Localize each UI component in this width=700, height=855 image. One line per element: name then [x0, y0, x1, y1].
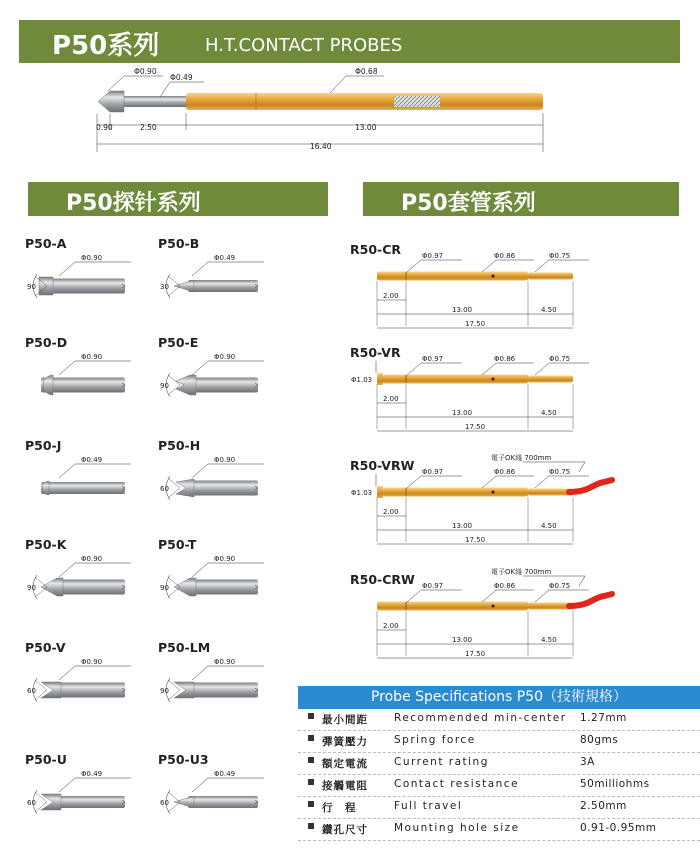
dim-plunger-length: 2.50 — [140, 123, 157, 132]
tip-shaft — [188, 580, 258, 595]
socket-label: R50-CRW — [350, 572, 415, 587]
spec-value: 3A — [580, 756, 595, 768]
socket-d1: Φ0.97 — [422, 468, 444, 476]
tip-shaft — [41, 279, 125, 294]
socket-dim-total: 17.50 — [465, 650, 486, 658]
spec-row — [298, 709, 700, 731]
tip-p50-v — [27, 658, 131, 702]
bullet-icon — [308, 713, 314, 719]
spec-value: 1.27mm — [580, 712, 627, 724]
bullet-icon — [308, 823, 314, 829]
spec-row — [298, 731, 700, 753]
tip-shaft — [188, 280, 258, 292]
socket-series-title: P50套管系列 — [401, 191, 536, 216]
spec-label-zh: 接觸電阻 — [322, 780, 368, 792]
socket-flange — [377, 373, 383, 385]
probe-series-title: P50探针系列 — [66, 191, 201, 216]
tip-diameter: Φ0.90 — [81, 555, 103, 563]
tip-head — [41, 794, 61, 810]
tip-diameter: Φ0.90 — [214, 456, 236, 464]
tip-shaft — [55, 683, 125, 698]
spec-label-en: Contact resistance — [394, 778, 520, 790]
wire — [569, 480, 612, 492]
wire-note: 電子OK綫 700mm — [491, 568, 552, 576]
spec-value: 2.50mm — [580, 800, 627, 812]
socket-dim-total: 17.50 — [465, 320, 486, 328]
dim-plunger-diameter: Φ0.49 — [170, 73, 193, 82]
tip-shaft — [188, 481, 258, 496]
probe-plunger — [124, 96, 186, 107]
tip-p50-u3 — [160, 770, 264, 814]
tip-shaft — [41, 378, 125, 393]
tip-angle: 60 — [160, 485, 169, 493]
tip-p50-h — [160, 456, 264, 500]
tip-p50-j — [41, 456, 131, 495]
tip-angle: 90 — [27, 584, 36, 592]
tip-diameter: Φ0.49 — [81, 770, 103, 778]
tip-angle: 90 — [160, 584, 169, 592]
spec-label-zh: 最小間距 — [322, 714, 368, 726]
dim-barrel-length: 13.00 — [355, 123, 377, 132]
dim-tip-diameter: Φ0.90 — [134, 67, 157, 76]
tip-head — [41, 682, 61, 698]
socket-dim-a: 2.00 — [383, 508, 399, 516]
tip-label: P50-K — [25, 537, 67, 552]
socket-label: R50-CR — [350, 242, 402, 257]
spec-label-zh: 額定電流 — [322, 758, 368, 770]
tip-angle: 60 — [160, 799, 169, 807]
tip-shaft — [188, 683, 258, 698]
socket-tail — [528, 273, 573, 280]
socket-d2: Φ0.86 — [494, 252, 516, 260]
tip-diameter: Φ0.49 — [81, 456, 103, 464]
spec-row — [298, 819, 700, 841]
tip-label: P50-T — [158, 537, 197, 552]
tip-angle: 60 — [27, 687, 36, 695]
socket-crimp-dot — [492, 491, 495, 494]
tip-label: P50-U3 — [158, 752, 209, 767]
dim-tip-length: 0.90 — [96, 123, 113, 132]
spec-label-en: Current rating — [394, 756, 489, 768]
tip-diameter: Φ0.90 — [214, 658, 236, 666]
probe-tip — [98, 91, 124, 112]
spec-label-zh: 鑽孔尺寸 — [322, 824, 368, 836]
header-title-zh: P50系列 — [52, 31, 160, 61]
tip-diameter: Φ0.90 — [214, 353, 236, 361]
socket-tail — [528, 376, 573, 383]
socket-dim-b: 13.00 — [452, 636, 473, 644]
socket-d3: Φ0.75 — [549, 582, 571, 590]
tip-diameter: Φ0.90 — [81, 353, 103, 361]
socket-body — [377, 272, 528, 281]
spec-row — [298, 775, 700, 797]
tip-diameter: Φ0.90 — [81, 254, 103, 262]
tip-p50-d — [41, 353, 131, 395]
tip-p50-b — [160, 254, 264, 298]
tip-head — [174, 578, 196, 596]
tip-label: P50-V — [25, 640, 66, 655]
socket-body — [377, 602, 528, 611]
header-title-en: H.T.CONTACT PROBES — [205, 35, 403, 56]
bullet-icon — [308, 779, 314, 785]
wire — [569, 594, 612, 606]
tip-head — [174, 682, 194, 698]
socket-drawings — [351, 252, 612, 658]
tip-head — [39, 277, 53, 295]
tip-label: P50-J — [25, 438, 62, 453]
spec-row — [298, 797, 700, 819]
tip-head — [174, 280, 194, 292]
bullet-icon — [308, 801, 314, 807]
tip-shaft — [41, 482, 125, 494]
tip-angle: 90 — [160, 687, 169, 695]
socket-d2: Φ0.86 — [494, 468, 516, 476]
socket-body — [383, 488, 528, 497]
spec-label-zh: 彈簧壓力 — [322, 736, 368, 748]
bullet-icon — [308, 735, 314, 741]
socket-dim-c: 4.50 — [541, 306, 557, 314]
tip-label: P50-H — [158, 438, 201, 453]
tip-diameter: Φ0.49 — [214, 254, 236, 262]
spec-table-title: Probe Specifications P50（技術規格） — [298, 686, 700, 709]
tip-shaft — [55, 580, 125, 595]
socket-d2: Φ0.86 — [494, 582, 516, 590]
socket-d1: Φ0.97 — [422, 252, 444, 260]
socket-d3: Φ0.75 — [549, 468, 571, 476]
socket-label: R50-VRW — [350, 458, 415, 473]
spec-label-en: Full travel — [394, 800, 463, 812]
socket-dim-b: 13.00 — [452, 306, 473, 314]
spec-row — [298, 753, 700, 775]
dim-barrel-diameter: Φ0.68 — [355, 67, 378, 76]
tip-label: P50-E — [158, 335, 199, 350]
tip-shaft — [188, 796, 258, 808]
tip-angle: 90 — [160, 382, 169, 390]
tip-p50-k — [27, 555, 131, 599]
dim-total-length: 16.40 — [310, 142, 332, 151]
tip-angle: 90 — [27, 283, 36, 291]
bullet-icon — [308, 757, 314, 763]
socket-crimp-dot — [492, 275, 495, 278]
tip-diameter: Φ0.90 — [214, 555, 236, 563]
tip-label: P50-D — [25, 335, 68, 350]
socket-d3: Φ0.75 — [549, 252, 571, 260]
spec-table — [298, 686, 700, 841]
spec-value: 0.91-0.95mm — [580, 822, 657, 834]
socket-dim-total: 17.50 — [465, 423, 486, 431]
tip-p50-e — [160, 353, 264, 397]
socket-dim-c: 4.50 — [541, 522, 557, 530]
socket-d0: Φ1.03 — [351, 489, 373, 497]
tip-shaft — [188, 378, 258, 393]
tip-label: P50-B — [158, 236, 200, 251]
spec-value: 50milliohms — [580, 778, 650, 790]
socket-crimp-dot — [492, 605, 495, 608]
tip-diameter: Φ0.90 — [81, 658, 103, 666]
socket-d2: Φ0.86 — [494, 355, 516, 363]
socket-r50-vr — [351, 355, 589, 431]
socket-d1: Φ0.97 — [422, 582, 444, 590]
socket-dim-a: 2.00 — [383, 395, 399, 403]
socket-dim-b: 13.00 — [452, 409, 473, 417]
spec-label-en: Recommended min-center — [394, 712, 567, 724]
tip-label: P50-A — [25, 236, 67, 251]
probe-barrel — [186, 93, 543, 110]
main-probe-drawing — [96, 67, 543, 152]
socket-dim-c: 4.50 — [541, 409, 557, 417]
tip-head — [41, 578, 63, 596]
socket-label: R50-VR — [350, 345, 401, 360]
spec-value: 80gms — [580, 734, 619, 746]
spec-label-zh: 行 程 — [322, 802, 357, 814]
socket-dim-total: 17.50 — [465, 536, 486, 544]
tip-label: P50-LM — [158, 640, 211, 655]
tip-head — [176, 375, 196, 395]
socket-d1: Φ0.97 — [422, 355, 444, 363]
socket-body — [383, 375, 528, 384]
probe-knurl — [394, 96, 440, 107]
tip-p50-t — [160, 555, 264, 599]
tip-p50-lm — [160, 658, 264, 702]
tip-angle: 30 — [160, 283, 169, 291]
socket-crimp-dot — [492, 378, 495, 381]
wire-note: 電子OK綫 700mm — [491, 454, 552, 462]
tip-shaft — [55, 796, 125, 808]
socket-flange — [377, 486, 383, 498]
socket-dim-a: 2.00 — [383, 622, 399, 630]
tip-angle: 60 — [27, 799, 36, 807]
socket-d0: Φ1.03 — [351, 376, 373, 384]
socket-dim-b: 13.00 — [452, 522, 473, 530]
socket-r50-cr — [377, 252, 589, 328]
spec-label-en: Mounting hole size — [394, 822, 520, 834]
tip-head — [176, 479, 194, 497]
socket-dim-c: 4.50 — [541, 636, 557, 644]
tip-head — [174, 796, 194, 808]
tip-p50-a — [27, 254, 131, 298]
tip-label: P50-U — [25, 752, 67, 767]
socket-d3: Φ0.75 — [549, 355, 571, 363]
socket-dim-a: 2.00 — [383, 292, 399, 300]
spec-label-en: Spring force — [394, 734, 476, 746]
tip-p50-u — [27, 770, 131, 814]
tip-diameter: Φ0.49 — [214, 770, 236, 778]
